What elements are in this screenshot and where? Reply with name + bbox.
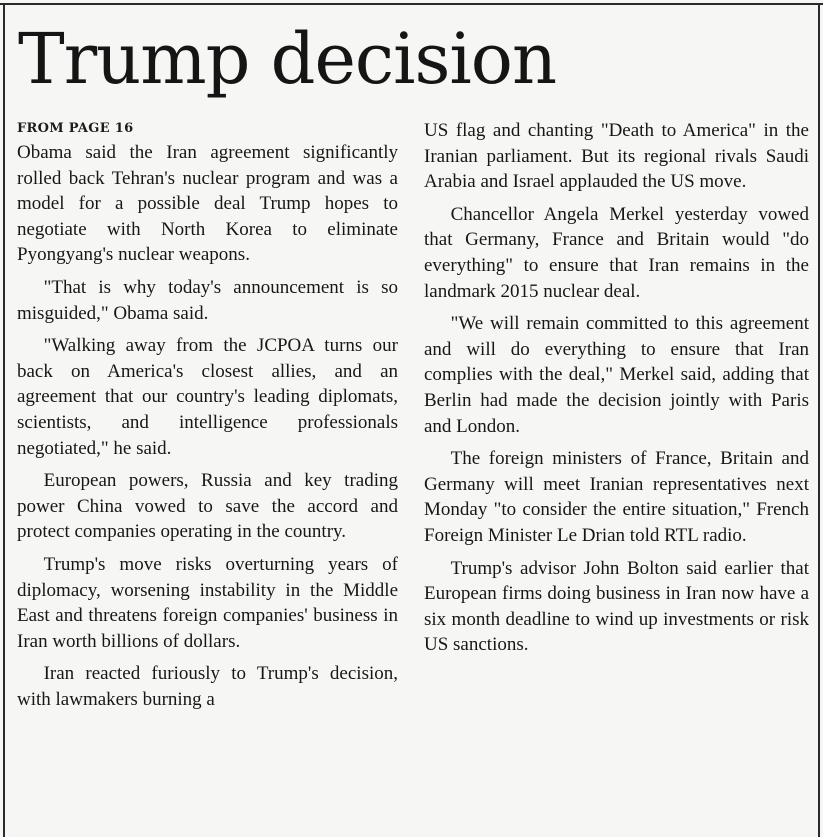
paragraph: Iran reacted furiously to Trump's decision, with lawmakers burning a — [17, 663, 398, 710]
headline: Trump decision — [18, 18, 557, 100]
right-border-rule — [818, 3, 820, 837]
paragraph: "That is why today's announcement is so misguided," Obama said. — [17, 276, 398, 324]
paragraph: Obama said the Iran agreement significantly rolled back Tehran's nuclear program and was a model for a possible deal Trump hopes to negotiate with North Korea to eliminate Pyongyang's nuclear weapons. — [17, 142, 398, 266]
article-column-left — [17, 118, 398, 833]
paragraph: "We will remain committed to this agreement and will do everything to ensure that Iran complies with the deal," Merkel said, adding that Berlin had made the decision jointly with Paris and London. — [424, 313, 809, 437]
paragraph: "Walking away from the JCPOA turns our back on America's closest allies, and an agreement that our country's leading diplomats, scientists, and intelligence professionals negotiated," he said. — [17, 335, 398, 459]
continuation-label: FROM PAGE 16 — [17, 121, 134, 136]
article-column-right — [424, 118, 809, 833]
left-border-rule — [3, 3, 5, 837]
paragraph: Chancellor Angela Merkel yesterday vowed that Germany, France and Britain would "do everything" to ensure that Iran remains in the landmark 2015 nuclear deal. — [424, 203, 809, 302]
paragraph: The foreign ministers of France, Britain and Germany will meet Iranian representatives next Monday "to consider the entire situation," French Foreign Minister Le Drian told RTL radio. — [424, 448, 809, 546]
paragraph: US flag and chanting "Death to America" in the Iranian parliament. But its regional rivals Saudi Arabia and Israel applauded the US move. — [424, 120, 809, 193]
paragraph: Trump's move risks overturning years of diplomacy, worsening instability in the Middle East and threatens foreign companies' business in Iran worth billions of dollars. — [17, 553, 398, 652]
paragraph: European powers, Russia and key trading power China vowed to save the accord and protect companies operating in the country. — [17, 470, 398, 543]
top-border-rule — [0, 3, 823, 5]
paragraph: Trump's advisor John Bolton said earlier that European firms doing business in Iran now have a six month deadline to wind up investments or risk US sanctions. — [424, 557, 809, 656]
